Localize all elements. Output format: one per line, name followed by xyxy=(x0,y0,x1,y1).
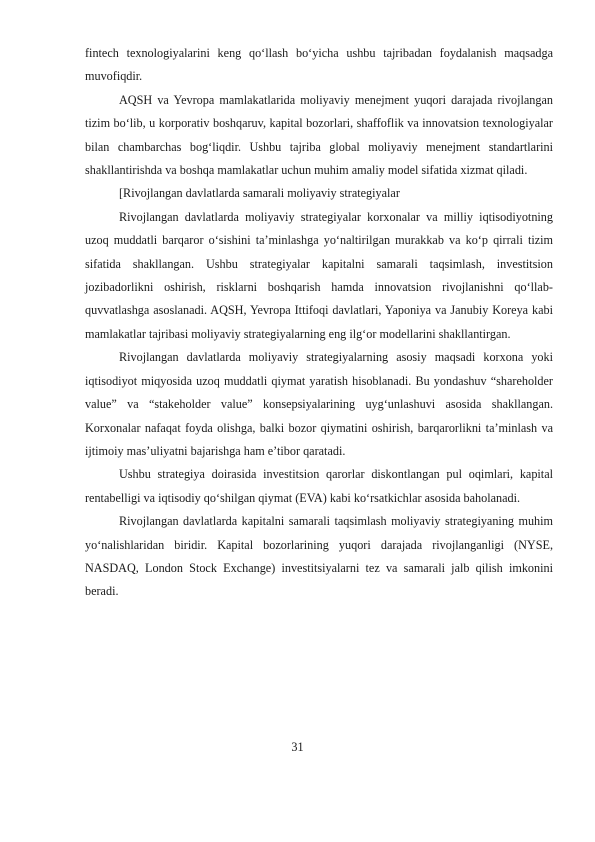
paragraph-3: Rivojlangan davlatlarda moliyaviy strategiyalar korxonalar va milliy iqtisodiyotning uzoq muddatli barqaror o‘sishini ta’minlashga yo‘naltirilgan murakkab va ko‘p qirrali tizim sifatida shakllangan. Ushbu strategiyalar kapitalni samarali taqsimlash, investitsion jozibadorlikni oshirish, risklarni boshqarish hamda innovatsion rivojlanishni qo‘llab-quvvatlashga asoslanadi. AQSH, Yevropa Ittifoqi davlatlari, Yaponiya va Janubiy Koreya kabi mamlakatlar tajribasi moliyaviy strategiyalarning eng ilg‘or modellarini shakllantirgan. xyxy=(85,209,553,341)
paragraph-1: fintech texnologiyalarini keng qo‘llash bo‘yicha ushbu tajribadan foydalanish maqsadga muvofiqdir. xyxy=(85,46,553,84)
section-heading: [Rivojlangan davlatlarda samarali moliyaviy strategiyalar xyxy=(119,186,400,201)
page-number: 31 xyxy=(291,740,304,754)
document-body xyxy=(85,42,553,604)
paragraph-4: Rivojlangan davlatlarda moliyaviy strategiyalarning asosiy maqsadi korxona yoki iqtisodiyot miqyosida uzoq muddatli qiymat yaratish hisoblanadi. Bu yondashuv “shareholder value” va “stakeholder value” konsepsiyalarining uyg‘unlashuvi asosida shakllangan. Korxonalar nafaqat foyda olishga, balki bozor qiymatini oshirish, barqarorlikni ta’minlash va ijtimoiy mas’uliyatni bajarishga ham e’tibor qaratadi. xyxy=(85,350,553,458)
paragraph-6: Rivojlangan davlatlarda kapitalni samarali taqsimlash moliyaviy strategiyaning muhim yo‘nalishlaridan biridir. Kapital bozorlarining yuqori darajada rivojlanganligi (NYSE, NASDAQ, London Stock Exchange) investitsiyalarni tez va samarali jalb qilish imkonini beradi. xyxy=(85,514,553,599)
paragraph-5: Ushbu strategiya doirasida investitsion qarorlar diskontlangan pul oqimlari, kapital rentabelligi va iqtisodiy qo‘shilgan qiymat (EVA) kabi ko‘rsatkichlar asosida baholanadi. xyxy=(85,467,553,505)
paragraph-2: AQSH va Yevropa mamlakatlarida moliyaviy menejment yuqori darajada rivojlangan tizim bo‘lib, u korporativ boshqaruv, kapital bozorlari, shaffoflik va innovatsion texnologiyalar bilan chambarchas bog‘liqdir. Ushbu tajriba global moliyaviy menejment standartlarini shakllantirishda va boshqa mamlakatlar uchun muhim amaliy model sifatida xizmat qiladi. xyxy=(85,92,553,178)
